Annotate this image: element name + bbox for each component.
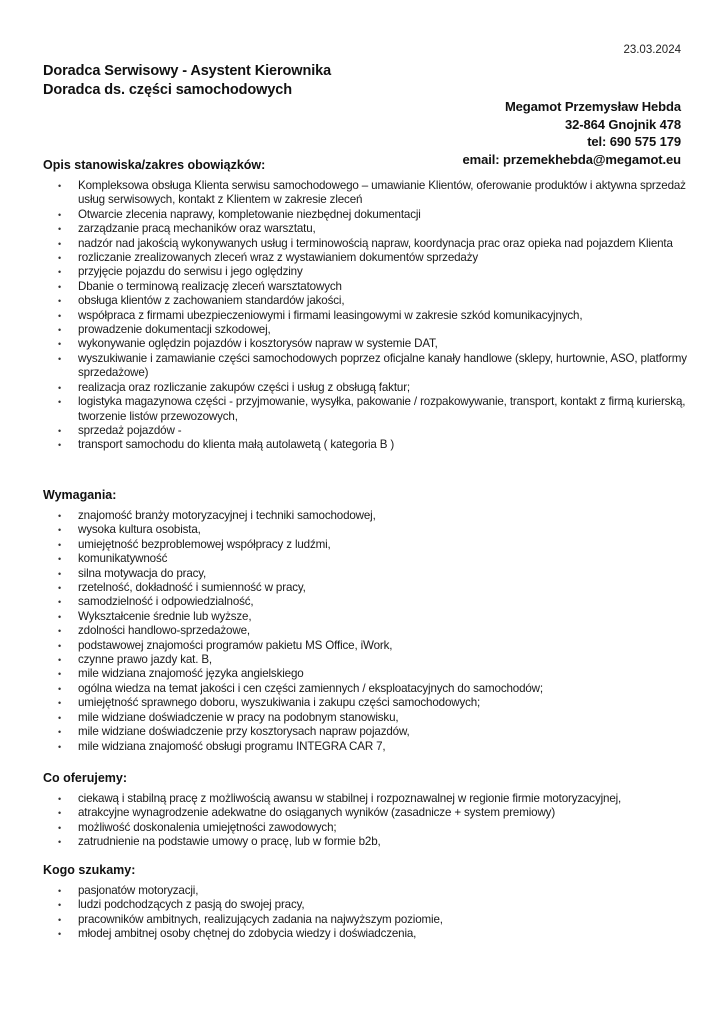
list-item xyxy=(43,265,693,279)
section-job-description xyxy=(43,157,693,453)
list-item xyxy=(43,523,693,537)
section-heading: Opis stanowiska/zakres obowiązków: xyxy=(43,158,266,172)
list-item xyxy=(43,898,693,912)
list-item xyxy=(43,639,693,653)
list-item xyxy=(43,884,693,898)
list-item-text: młodej ambitnej osoby chętnej do zdobycia wiedzy i doświadczenia, xyxy=(78,927,417,941)
section-offer xyxy=(43,770,693,850)
list-item xyxy=(43,222,693,236)
list-item-text: zdolności handlowo-sprzedażowe, xyxy=(78,624,250,638)
document-date: 23.03.2024 xyxy=(623,44,681,56)
list-item-text: komunikatywność xyxy=(78,552,168,566)
list-item xyxy=(43,835,693,849)
list-item-text: mile widziana znajomość języka angielskiego xyxy=(78,667,304,681)
list-item xyxy=(43,610,693,624)
bullet-icon: • xyxy=(58,353,62,364)
bullet-icon: • xyxy=(58,525,62,536)
bullet-icon: • xyxy=(58,886,62,896)
list-item-text: zatrudnienie na podstawie umowy o pracę, lub w formie b2b, xyxy=(78,835,381,849)
bullet-icon: • xyxy=(58,655,62,666)
list-item-text: ludzi podchodzących z pasją do swojej pracy, xyxy=(78,898,305,912)
job-title-primary: Doradca Serwisowy - Asystent Kierownika xyxy=(43,63,332,79)
list-item-text: pracowników ambitnych, realizujących zadania na najwyższym poziomie, xyxy=(78,912,443,926)
list-item xyxy=(43,806,693,820)
job-title-secondary: Doradca ds. części samochodowych xyxy=(43,82,293,98)
bullet-icon: • xyxy=(58,382,62,393)
list-item-text: mile widziane doświadczenie w pracy na podobnym stanowisku, xyxy=(78,710,399,724)
list-item-text: przyjęcie pojazdu do serwisu i jego oględziny xyxy=(78,265,303,279)
bullet-icon: • xyxy=(58,900,62,911)
list-item-text: silna motywacja do pracy, xyxy=(78,566,207,580)
job-title-block xyxy=(43,62,331,100)
bullet-icon: • xyxy=(58,741,62,752)
list-item-text: mile widziana znajomość obsługi programu INTEGRA CAR 7, xyxy=(78,739,386,753)
bullet-icon: • xyxy=(58,611,62,622)
list-item-text: umiejętność sprawnego doboru, wyszukiwania i zakupu części samochodowych; xyxy=(78,696,481,710)
list-item-text: możliwość doskonalenia umiejętności zawodowych; xyxy=(78,820,337,834)
bullet-icon: • xyxy=(58,539,62,550)
list-item xyxy=(43,237,693,251)
bullet-icon: • xyxy=(58,511,62,521)
bullet-icon: • xyxy=(58,583,62,594)
list-item-text: obsługa klientów z zachowaniem standardów jakości, xyxy=(78,294,345,308)
bullet-icon: • xyxy=(58,310,62,321)
list-item xyxy=(43,208,693,222)
list-item xyxy=(43,424,693,438)
list-item-text: Kompleksowa obsługa Klienta serwisu samochodowego – umawianie Klientów, oferowanie produktów i aktywna sprzedaż usług serwisowych, kontakt z Klientem w zakresie zleceń xyxy=(78,179,686,207)
section-heading: Wymagania: xyxy=(43,488,117,502)
list-item xyxy=(43,309,693,323)
list-item-text: logistyka magazynowa części - przyjmowanie, wysyłka, pakowanie / rozpakowywanie, transport, kontakt z firmą kurierską, tworzenie listów przewozowych, xyxy=(78,395,686,423)
list-item xyxy=(43,552,693,566)
list-item-text: ogólna wiedza na temat jakości i cen części zamiennych / eksploatacyjnych do samochodów; xyxy=(78,681,543,695)
list-item-text: samodzielność i odpowiedzialność, xyxy=(78,595,254,609)
list-item-text: Otwarcie zlecenia naprawy, kompletowanie niezbędnej dokumentacji xyxy=(78,207,421,221)
bullet-icon: • xyxy=(58,698,62,709)
bullet-icon: • xyxy=(58,626,62,637)
list-item xyxy=(43,595,693,609)
duties-list xyxy=(43,179,693,453)
list-item-text: czynne prawo jazdy kat. B, xyxy=(78,653,213,667)
bullet-icon: • xyxy=(58,568,62,579)
company-email: email: przemekhebda@megamot.eu xyxy=(462,151,681,167)
list-item-text: nadzór nad jakością wykonywanych usług i terminowością napraw, koordynacja prac oraz opieka nad pojazdem Klienta xyxy=(78,236,673,250)
list-item xyxy=(43,509,693,523)
list-item-text: zarządzanie pracą mechaników oraz warsztatu, xyxy=(78,222,316,236)
bullet-icon: • xyxy=(58,929,62,940)
list-item xyxy=(43,251,693,265)
list-item-text: współpraca z firmami ubezpieczeniowymi i firmami leasingowymi w zakresie szkód komunikacyjnych, xyxy=(78,308,583,322)
list-item xyxy=(43,667,693,681)
list-item xyxy=(43,567,693,581)
list-item xyxy=(43,682,693,696)
bullet-icon: • xyxy=(58,669,62,680)
list-item-text: transport samochodu do klienta małą autolawetą ( kategoria B ) xyxy=(78,438,395,452)
list-item-text: ciekawą i stabilną pracę z możliwością awansu w stabilnej i rozpoznawalnej w regionie firmie motoryzacyjnej, xyxy=(78,792,622,805)
bullet-icon: • xyxy=(58,837,62,848)
list-item xyxy=(43,696,693,710)
bullet-icon: • xyxy=(58,238,62,249)
list-item-text: Wykształcenie średnie lub wyższe, xyxy=(78,609,252,623)
bullet-icon: • xyxy=(58,808,62,819)
list-item xyxy=(43,740,693,754)
candidate-profile-list xyxy=(43,884,693,942)
list-item-text: prowadzenie dokumentacji szkodowej, xyxy=(78,323,271,337)
list-item xyxy=(43,913,693,927)
list-item xyxy=(43,711,693,725)
bullet-icon: • xyxy=(58,554,62,565)
list-item xyxy=(43,538,693,552)
section-heading: Kogo szukamy: xyxy=(43,863,136,877)
list-item xyxy=(43,352,693,381)
bullet-icon: • xyxy=(58,339,62,350)
bullet-icon: • xyxy=(58,597,62,608)
bullet-icon: • xyxy=(58,325,62,336)
bullet-icon: • xyxy=(58,209,62,220)
bullet-icon: • xyxy=(58,683,62,694)
bullet-icon: • xyxy=(58,640,62,651)
list-item-text: wysoka kultura osobista, xyxy=(78,523,201,537)
list-item xyxy=(43,381,693,395)
bullet-icon: • xyxy=(58,425,62,436)
list-item xyxy=(43,725,693,739)
offer-list xyxy=(43,792,693,850)
list-item xyxy=(43,294,693,308)
section-heading: Co oferujemy: xyxy=(43,771,128,785)
list-item-text: realizacja oraz rozliczanie zakupów części i usług z obsługą faktur; xyxy=(78,380,410,394)
list-item xyxy=(43,280,693,294)
section-who-we-seek xyxy=(43,862,693,942)
bullet-icon: • xyxy=(58,296,62,307)
list-item-text: rozliczanie zrealizowanych zleceń wraz z wystawianiem dokumentów sprzedaży xyxy=(78,251,479,265)
list-item xyxy=(43,395,693,424)
list-item xyxy=(43,337,693,351)
requirements-list xyxy=(43,509,693,754)
list-item-text: wykonywanie oględzin pojazdów i kosztorysów napraw w systemie DAT, xyxy=(78,337,438,351)
company-name: Megamot Przemysław Hebda xyxy=(504,99,681,114)
company-address: 32-864 Gnojnik 478 xyxy=(565,116,681,132)
bullet-icon: • xyxy=(58,794,62,804)
list-item xyxy=(43,179,693,208)
section-requirements xyxy=(43,487,693,754)
bullet-icon: • xyxy=(58,712,62,723)
bullet-icon: • xyxy=(58,224,62,235)
list-item xyxy=(43,821,693,835)
list-item-text: mile widziane doświadczenie przy kosztorysach napraw pojazdów, xyxy=(78,725,410,739)
list-item-text: umiejętność bezproblemowej współpracy z ludźmi, xyxy=(78,537,331,551)
list-item xyxy=(43,438,693,452)
list-item-text: znajomość branży motoryzacyjnej i techniki samochodowej, xyxy=(78,509,376,522)
list-item-text: Dbanie o terminową realizację zleceń warsztatowych xyxy=(78,279,342,293)
bullet-icon: • xyxy=(58,440,62,451)
list-item-text: atrakcyjne wynagrodzenie adekwatne do osiąganych wyników (zasadnicze + system premiowy) xyxy=(78,806,556,820)
bullet-icon: • xyxy=(58,267,62,278)
list-item xyxy=(43,323,693,337)
list-item-text: rzetelność, dokładność i sumienność w pracy, xyxy=(78,581,306,595)
bullet-icon: • xyxy=(58,281,62,292)
list-item-text: wyszukiwanie i zamawianie części samochodowych poprzez oficjalne kanały handlowe (sklepy, hurtownie, ASO, platformy sprzedażowe) xyxy=(78,351,687,380)
bullet-icon: • xyxy=(58,822,62,833)
list-item-text: podstawowej znajomości programów pakietu MS Office, iWork, xyxy=(78,638,393,652)
bullet-icon: • xyxy=(58,397,62,408)
list-item-text: pasjonatów motoryzacji, xyxy=(78,884,199,897)
list-item xyxy=(43,792,693,806)
list-item xyxy=(43,653,693,667)
bullet-icon: • xyxy=(58,914,62,925)
bullet-icon: • xyxy=(58,181,62,191)
list-item xyxy=(43,581,693,595)
list-item xyxy=(43,927,693,941)
list-item xyxy=(43,624,693,638)
bullet-icon: • xyxy=(58,727,62,738)
bullet-icon: • xyxy=(58,253,62,264)
company-phone: tel: 690 575 179 xyxy=(587,134,681,149)
list-item-text: sprzedaż pojazdów - xyxy=(78,423,182,437)
